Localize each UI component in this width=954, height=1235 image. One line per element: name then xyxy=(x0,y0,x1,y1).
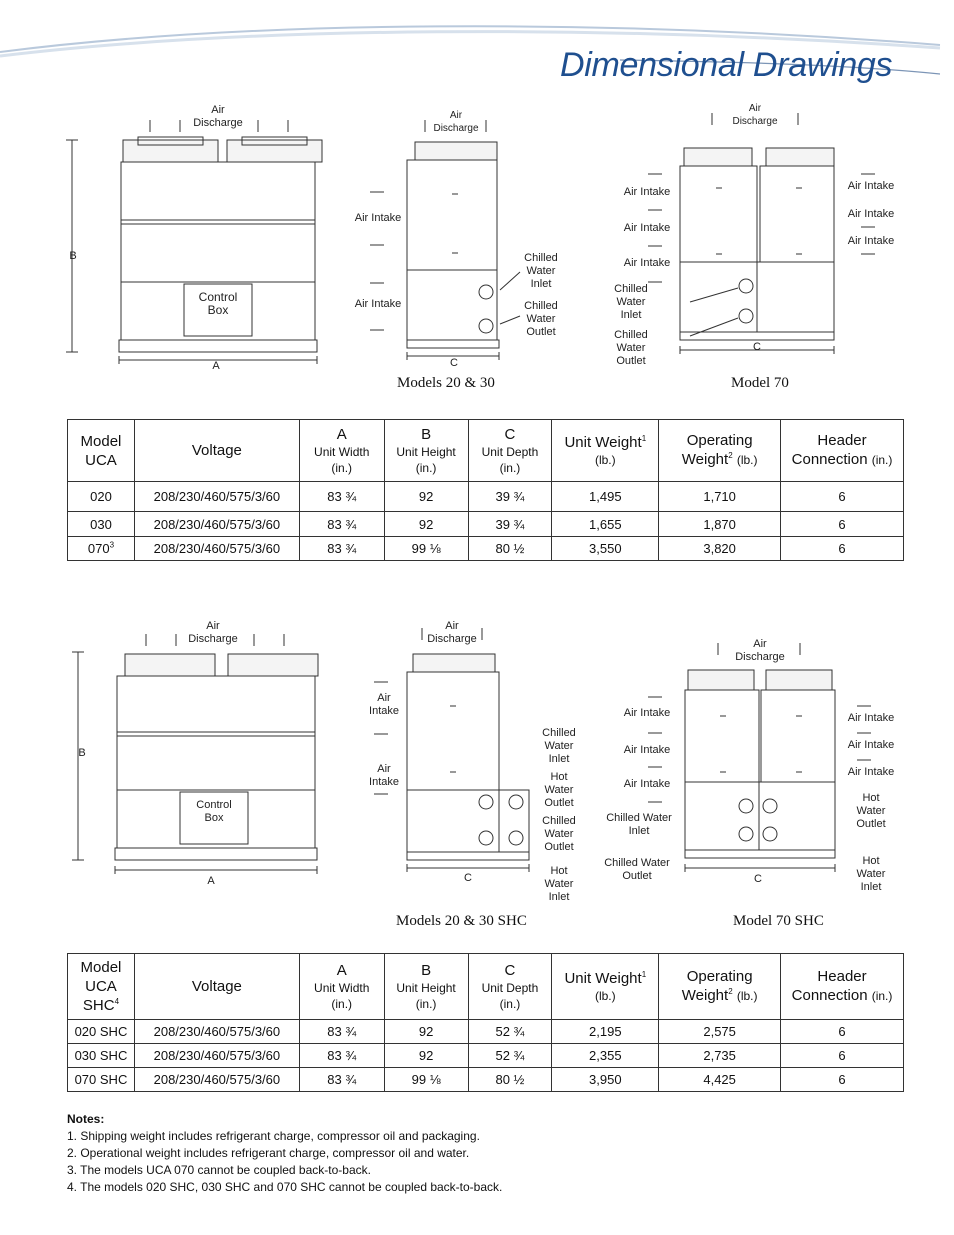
air-intake-label: Air Intake xyxy=(623,707,671,719)
col-operating-weight: Operating Weight$^2$ (lb.) xyxy=(659,420,781,482)
air-discharge-label: Air Discharge xyxy=(735,638,785,663)
air-intake-label: Air Intake xyxy=(847,208,895,220)
air-intake-label: Air Intake xyxy=(847,739,895,751)
col-model: Model UCA xyxy=(68,420,135,482)
col-model: Model UCA SHC$^4$ xyxy=(68,954,135,1020)
dim-c-label: C xyxy=(464,872,472,884)
air-intake-label: Air Intake xyxy=(369,763,399,788)
hot-water-outlet-label: Hot Water Outlet xyxy=(856,792,886,830)
air-intake-label: Air Intake xyxy=(847,766,895,778)
col-unit-weight: Unit Weight$^1$ (lb.) xyxy=(552,954,659,1020)
air-intake-label: Air Intake xyxy=(847,712,895,724)
note-item: 1. Shipping weight includes refrigerant charge, compressor oil and packaging. xyxy=(67,1129,480,1143)
note-item: 3. The models UCA 070 cannot be coupled back-to-back. xyxy=(67,1163,371,1177)
air-discharge-label: Air Discharge xyxy=(193,104,243,129)
chilled-water-inlet-label: Chilled Water Inlet xyxy=(614,283,648,321)
col-voltage: Voltage xyxy=(134,420,299,482)
table-row: 020 208/230/460/575/3/60 83 ¾ 92 39 ¾ 1,495 1,710 6 xyxy=(68,482,904,512)
air-intake-label: Air Intake xyxy=(354,212,402,224)
col-unit-weight: Unit Weight$^1$ (lb.) xyxy=(552,420,659,482)
air-discharge-label: Air Discharge xyxy=(427,620,477,645)
page-title: Dimensional Drawings xyxy=(560,46,893,84)
dim-b-label: B xyxy=(69,250,77,262)
notes-heading: Notes: xyxy=(67,1112,105,1126)
hot-water-inlet-label: Hot Water Inlet xyxy=(544,865,574,903)
note-item: 2. Operational weight includes refrigerant charge, compressor oil and water. xyxy=(67,1146,470,1160)
air-intake-label: Air Intake xyxy=(354,298,402,310)
spec-table-uca-shc xyxy=(67,953,904,1092)
front-view-20-30-shc xyxy=(72,634,318,874)
chilled-water-inlet-label: Chilled Water Inlet xyxy=(542,727,576,765)
table-row: 070 SHC 208/230/460/575/3/60 83 ¾ 99 ⅛ 80 ½ 3,950 4,425 6 xyxy=(68,1068,904,1092)
col-b: B Unit Height (in.) xyxy=(384,954,468,1020)
chilled-water-outlet-label: Chilled Water Outlet xyxy=(614,329,648,367)
col-operating-weight: Operating Weight$^2$ (lb.) xyxy=(659,954,781,1020)
chilled-water-inlet-label: Chilled Water Inlet xyxy=(606,812,672,837)
dim-c-label: C xyxy=(450,357,458,369)
air-intake-label: Air Intake xyxy=(623,257,671,269)
air-discharge-label: Air Discharge xyxy=(433,110,479,134)
notes xyxy=(67,1111,502,1196)
note-item: 4. The models 020 SHC, 030 SHC and 070 SHC cannot be coupled back-to-back. xyxy=(67,1180,503,1194)
col-header-connection: Header Connection (in.) xyxy=(781,420,904,482)
chilled-water-outlet-label: Chilled Water Outlet xyxy=(604,857,670,882)
table-row: 020 SHC 208/230/460/575/3/60 83 ¾ 92 52 ¾ 2,195 2,575 6 xyxy=(68,1020,904,1044)
col-a: A Unit Width (in.) xyxy=(299,954,384,1020)
caption-models-20-30-shc: Models 20 & 30 SHC xyxy=(396,913,527,929)
dim-a-label: A xyxy=(207,875,215,887)
table-row: 030 SHC 208/230/460/575/3/60 83 ¾ 92 52 ¾ 2,355 2,735 6 xyxy=(68,1044,904,1068)
table-row: $070^3$ 208/230/460/575/3/60 83 ¾ 99 ⅛ 80 ½ 3,550 3,820 6 xyxy=(68,537,904,561)
chilled-water-outlet-label: Chilled Water Outlet xyxy=(542,815,576,853)
air-discharge-label: Air Discharge xyxy=(188,620,238,645)
air-intake-label: Air Intake xyxy=(369,692,399,717)
control-box-label: Control Box xyxy=(196,799,232,824)
col-c: C Unit Depth (in.) xyxy=(468,954,552,1020)
col-voltage: Voltage xyxy=(134,954,299,1020)
chilled-water-outlet-label: Chilled Water Outlet xyxy=(524,300,558,338)
col-b: B Unit Height (in.) xyxy=(384,420,468,482)
caption-model-70: Model 70 xyxy=(731,375,789,391)
chilled-water-inlet-label: Chilled Water Inlet xyxy=(524,252,558,290)
dim-c-label: C xyxy=(753,341,761,353)
air-intake-label: Air Intake xyxy=(623,744,671,756)
air-intake-label: Air Intake xyxy=(623,222,671,234)
caption-models-20-30: Models 20 & 30 xyxy=(397,375,495,391)
air-discharge-label: Air Discharge xyxy=(732,103,778,127)
side-view-20-30-shc xyxy=(374,628,529,872)
dim-a-label: A xyxy=(212,360,220,372)
caption-model-70-shc: Model 70 SHC xyxy=(733,913,824,929)
air-intake-label: Air Intake xyxy=(847,180,895,192)
col-c: C Unit Depth (in.) xyxy=(468,420,552,482)
air-intake-label: Air Intake xyxy=(847,235,895,247)
table-row: 030 208/230/460/575/3/60 83 ¾ 92 39 ¾ 1,655 1,870 6 xyxy=(68,512,904,537)
front-view-70-shc xyxy=(648,643,871,872)
dim-c-label: C xyxy=(754,873,762,885)
col-a: A Unit Width (in.) xyxy=(299,420,384,482)
col-header-connection: Header Connection (in.) xyxy=(781,954,904,1020)
control-box-label: Control Box xyxy=(198,290,238,317)
air-intake-label: Air Intake xyxy=(623,186,671,198)
hot-water-inlet-label: Hot Water Inlet xyxy=(856,855,886,893)
air-intake-label: Air Intake xyxy=(623,778,671,790)
hot-water-outlet-label: Hot Water Outlet xyxy=(544,771,574,809)
dim-b-label: B xyxy=(78,747,86,759)
